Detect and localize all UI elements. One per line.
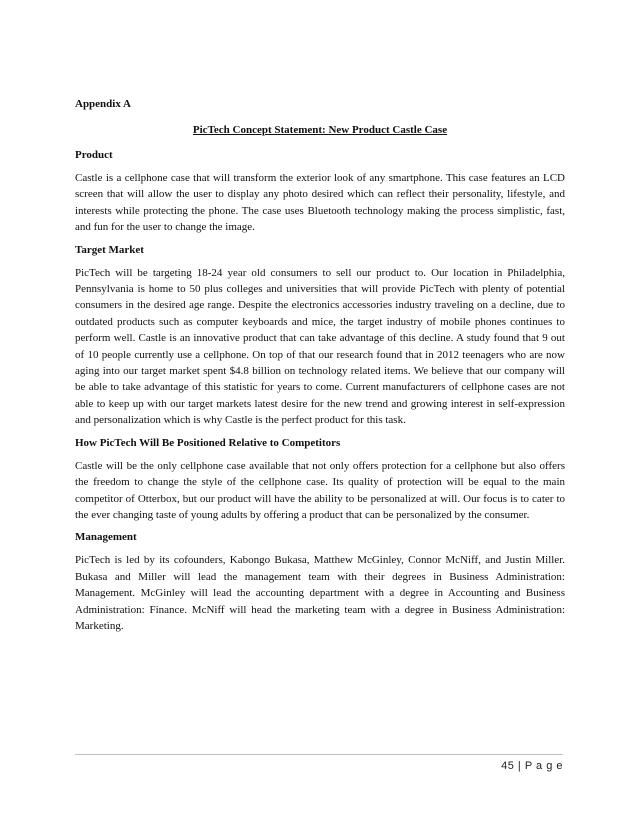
section-paragraph: PicTech is led by its cofounders, Kabongo Bukasa, Matthew McGinley, Connor McNiff, and Justin Miller. Bukasa and Miller will lead the management team with their degrees in Business Administration: Management. McGinley will lead the accounting department with a degree in Accounting and Business Administration: Finance. McNiff will head the marketing team with a degree in Business Administration: Marketing. (75, 554, 565, 632)
section-heading: Product (75, 149, 113, 161)
section-heading: Management (75, 531, 137, 544)
section-product (75, 148, 565, 236)
section-management (75, 530, 565, 634)
section-paragraph: Castle will be the only cellphone case available that not only offers protection for a cellphone but also offers the freedom to change the style of the cellphone case. Its quality of protection will be equal to the main competitor of Otterbox, but our product will have the ability to be personalized at will. Our focus is to cater to the ever changing taste of young adults by offering a product that can be personalized by the consumer. (75, 459, 565, 521)
section-heading: How PicTech Will Be Positioned Relative to Competitors (75, 436, 341, 449)
section-paragraph: PicTech will be targeting 18-24 year old consumers to sell our product to. Our location in Philadelphia, Pennsylvania is home to 50 plus colleges and universities that will provide PicTech with plenty of potential consumers in the desired age range. Despite the electronics accessories industry traveling on a decline, due to outdated products such as computer keyboards and mice, the target industry of mobile phones continues to perform well. Castle is an innovative product that can take advantage of this decline. A study found that 9 out of 10 people currently use a cellphone. On top of that our research found that in 2012 teenagers who are now aging into our target market spent $4.8 billion on technology related items. We believe that our company will be able to take advantage of this statistic for years to come. Current manufacturers of cellphone cases are not able to keep up with our target markets latest desire for the new trend and growing interest in self-expression and personalization which is why Castle is the perfect product for this task. (75, 266, 565, 427)
section-heading: Target Market (75, 243, 144, 256)
appendix-label: Appendix A (75, 98, 131, 110)
section-target-market (75, 243, 565, 429)
section-paragraph: Castle is a cellphone case that will transform the exterior look of any smartphone. This case features an LCD screen that will allow the user to display any photo desired which can reflect their personality, lifestyle, and interests while protecting the phone. The case uses Bluetooth technology making the process simplistic, fast, and fun for the user to change the image. (75, 172, 565, 234)
section-competitors (75, 436, 565, 524)
page-content (75, 97, 565, 641)
footer-divider (75, 754, 563, 755)
page-number: 45 | P a g e (501, 760, 563, 772)
document-title: PicTech Concept Statement: New Product Castle Case (192, 124, 448, 136)
